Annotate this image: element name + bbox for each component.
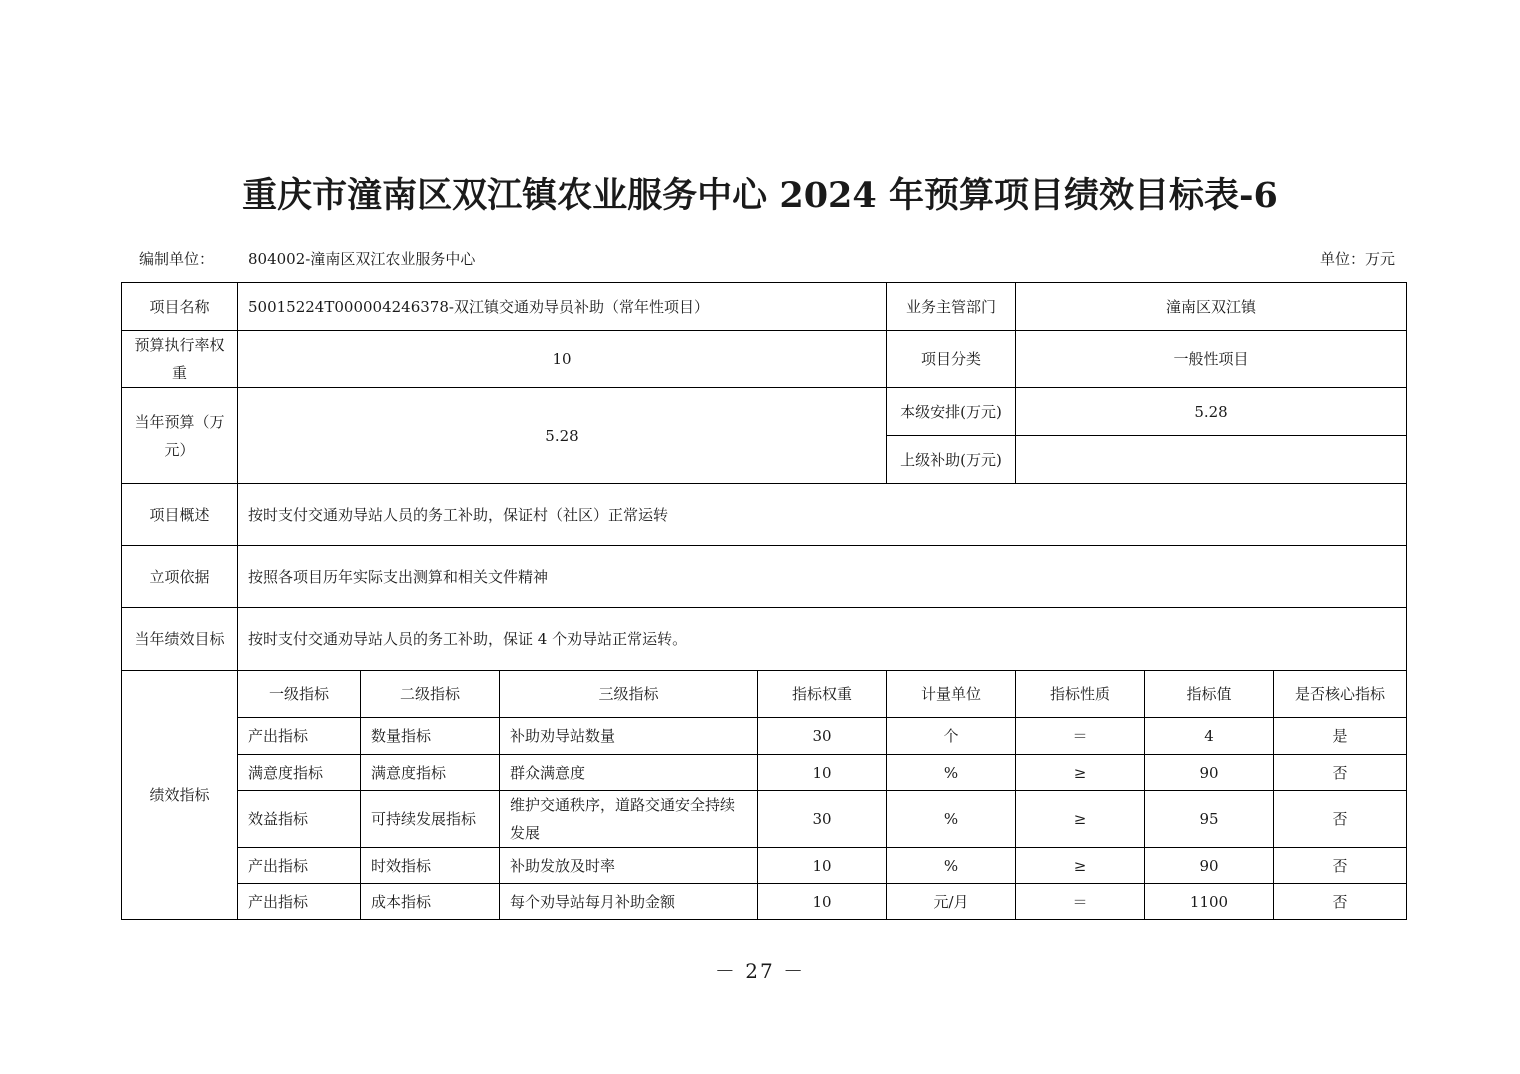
local-label: 本级安排(万元) — [887, 388, 1016, 436]
header-value: 指标值 — [1145, 671, 1274, 718]
cell-unit: 元/月 — [887, 884, 1016, 920]
cell-core: 否 — [1274, 848, 1407, 884]
unit-label: 编制单位： — [139, 250, 215, 268]
row-goal — [122, 608, 1407, 671]
row-basis — [122, 546, 1407, 608]
row-budget-local — [122, 388, 1407, 436]
cell-level1: 产出指标 — [238, 718, 361, 755]
header-core: 是否核心指标 — [1274, 671, 1407, 718]
header-weight: 指标权重 — [758, 671, 887, 718]
cell-level1: 产出指标 — [238, 848, 361, 884]
cell-weight: 10 — [758, 755, 887, 791]
performance-table — [121, 282, 1407, 920]
upper-value — [1016, 436, 1407, 484]
cell-level3: 每个劝导站每月补助金额 — [500, 884, 758, 920]
cell-level1: 产出指标 — [238, 884, 361, 920]
row-weight — [122, 331, 1407, 388]
upper-label: 上级补助(万元) — [887, 436, 1016, 484]
cell-nature: ≥ — [1016, 791, 1145, 848]
unit-value: 804002-潼南区双江农业服务中心 — [248, 250, 476, 268]
weight-label: 预算执行率权重 — [122, 331, 238, 388]
table-row — [122, 884, 1407, 920]
cell-unit: % — [887, 755, 1016, 791]
dept-label: 业务主管部门 — [887, 283, 1016, 331]
cell-level2: 数量指标 — [361, 718, 500, 755]
table-row — [122, 718, 1407, 755]
cell-nature: ＝ — [1016, 718, 1145, 755]
header-level1: 一级指标 — [238, 671, 361, 718]
cell-level2: 满意度指标 — [361, 755, 500, 791]
project-name-label: 项目名称 — [122, 283, 238, 331]
cell-core: 否 — [1274, 791, 1407, 848]
currency-label: 单位：万元 — [1319, 250, 1395, 268]
cell-unit: % — [887, 848, 1016, 884]
category-value: 一般性项目 — [1016, 331, 1407, 388]
cell-level3: 补助发放及时率 — [500, 848, 758, 884]
cell-core: 否 — [1274, 755, 1407, 791]
cell-unit: 个 — [887, 718, 1016, 755]
overview-label: 项目概述 — [122, 484, 238, 546]
goal-value: 按时支付交通劝导站人员的务工补助，保证 4 个劝导站正常运转。 — [238, 608, 1407, 671]
cell-weight: 10 — [758, 848, 887, 884]
dept-value: 潼南区双江镇 — [1016, 283, 1407, 331]
project-name-value: 50015224T000004246378-双江镇交通劝导员补助（常年性项目） — [238, 283, 887, 331]
row-overview — [122, 484, 1407, 546]
indicators-label: 绩效指标 — [122, 671, 238, 920]
header-nature: 指标性质 — [1016, 671, 1145, 718]
basis-label: 立项依据 — [122, 546, 238, 608]
cell-level3: 维护交通秩序，道路交通安全持续发展 — [500, 791, 758, 848]
cell-level2: 时效指标 — [361, 848, 500, 884]
cell-nature: ＝ — [1016, 884, 1145, 920]
budget-value: 5.28 — [238, 388, 887, 484]
goal-label: 当年绩效目标 — [122, 608, 238, 671]
table-row — [122, 755, 1407, 791]
row-project-name — [122, 283, 1407, 331]
cell-level3: 群众满意度 — [500, 755, 758, 791]
cell-level2: 可持续发展指标 — [361, 791, 500, 848]
cell-value: 90 — [1145, 848, 1274, 884]
table-row — [122, 848, 1407, 884]
cell-level1: 效益指标 — [238, 791, 361, 848]
local-value: 5.28 — [1016, 388, 1407, 436]
category-label: 项目分类 — [887, 331, 1016, 388]
indicator-header-row — [122, 671, 1407, 718]
page-title: 重庆市潼南区双江镇农业服务中心 2024 年预算项目绩效目标表-6 — [242, 175, 1278, 216]
budget-label: 当年预算（万元） — [122, 388, 238, 484]
cell-level2: 成本指标 — [361, 884, 500, 920]
table-row — [122, 791, 1407, 848]
cell-nature: ≥ — [1016, 848, 1145, 884]
cell-unit: % — [887, 791, 1016, 848]
cell-value: 1100 — [1145, 884, 1274, 920]
cell-weight: 10 — [758, 884, 887, 920]
cell-nature: ≥ — [1016, 755, 1145, 791]
header-level3: 三级指标 — [500, 671, 758, 718]
cell-core: 否 — [1274, 884, 1407, 920]
header-level2: 二级指标 — [361, 671, 500, 718]
header-unit: 计量单位 — [887, 671, 1016, 718]
cell-value: 4 — [1145, 718, 1274, 755]
page-number: － 27 － — [714, 959, 806, 983]
cell-core: 是 — [1274, 718, 1407, 755]
cell-level3: 补助劝导站数量 — [500, 718, 758, 755]
cell-weight: 30 — [758, 718, 887, 755]
cell-weight: 30 — [758, 791, 887, 848]
weight-value: 10 — [238, 331, 887, 388]
cell-value: 90 — [1145, 755, 1274, 791]
cell-level1: 满意度指标 — [238, 755, 361, 791]
cell-value: 95 — [1145, 791, 1274, 848]
overview-value: 按时支付交通劝导站人员的务工补助，保证村（社区）正常运转 — [238, 484, 1407, 546]
basis-value: 按照各项目历年实际支出测算和相关文件精神 — [238, 546, 1407, 608]
